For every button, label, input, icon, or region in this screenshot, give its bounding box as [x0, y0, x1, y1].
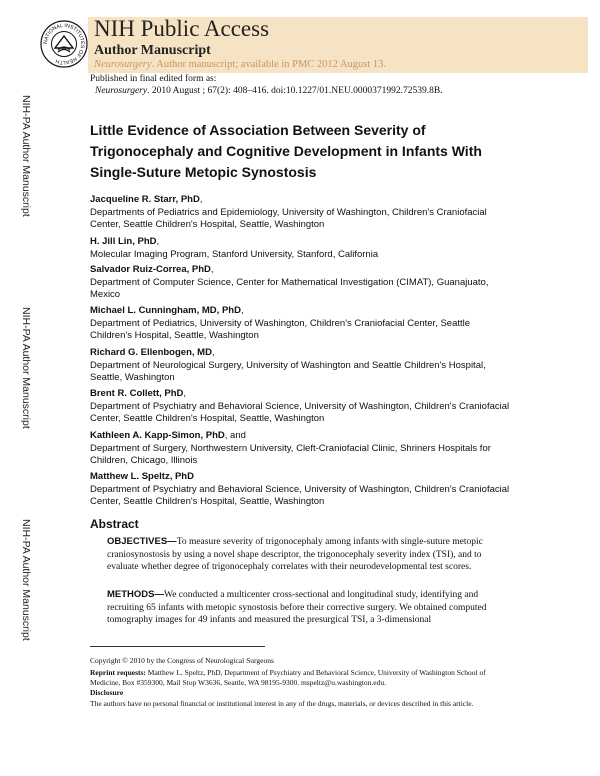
author-block: H. Jill Lin, PhD, Molecular Imaging Program, Stanford University, Stanford, California: [90, 236, 379, 260]
author-affiliation: Department of Surgery, Northwestern University, Cleft-Craniofacial Clinic, Shriners Hospitals for Children, Chicago, Illinois: [90, 442, 491, 466]
objectives-text: To measure severity of trigonocephaly among infants with single-suture metopic craniosynostosis by using a novel shape descriptor, the trigonocephaly severity index (TSI), and to evaluate whether degree of trigonocephaly correlates with their neurodevelopmental test scores.: [107, 537, 483, 573]
logo-ring-text: NATIONAL INSTITUTES OF HEALTH: [42, 22, 86, 66]
disclosure-text: The authors have no personal financial or institutional interest in any of the drugs, materials, or devices described in this article.: [90, 699, 474, 708]
author-block: Kathleen A. Kapp-Simon, PhD, and Department of Surgery, Northwestern University, Cleft-Craniofacial Clinic, Shriners Hospitals for Children, Chicago, Illinois: [90, 430, 491, 466]
methods-label: METHODS—: [107, 589, 164, 600]
copyright-line: Copyright © 2010 by the Congress of Neurological Surgeons: [90, 656, 274, 665]
nih-banner: [88, 17, 588, 73]
banner-journal: Neurosurgery: [94, 59, 152, 70]
banner-title: NIH Public Access: [94, 16, 270, 41]
author-name: Salvador Ruiz-Correa, PhD: [90, 264, 211, 275]
citation-line: [95, 86, 443, 96]
banner-subtitle: Author Manuscript: [94, 43, 211, 58]
banner-availability-text: . Author manuscript; available in PMC 2012 August 13.: [151, 59, 387, 70]
side-label-3: NIH-PA Author Manuscript: [20, 519, 32, 641]
author-name: Jacqueline R. Starr, PhD: [90, 194, 200, 205]
author-affiliation: Department of Psychiatry and Behavioral Science, University of Washington, Children's Craniofacial Center, Seattle Children's Hospital, Seattle, Washington: [90, 400, 510, 424]
author-block: Jacqueline R. Starr, PhD, Departments of Pediatrics and Epidemiology, University of Washington, Children's Craniofacial Center, Seattle Children's Hospital, Seattle, Washington: [90, 194, 487, 230]
author-affiliation: Department of Psychiatry and Behavioral Science, University of Washington, Children's Craniofacial Center, Seattle Children's Hospital, Seattle, Washington: [90, 483, 510, 507]
author-block: [90, 471, 510, 509]
reprint-text: Matthew L. Speltz, PhD, Department of Psychiatry and Behavioral Science, University of Washington School of Medicine, Box #359300, Mail Stop W3636, Seattle, WA 98195-9300. mspeltz@u.washington.edu.: [90, 668, 486, 687]
methods-text: We conducted a multicenter cross-sectional and longitudinal study, identifying and recruiting 65 infants with metopic synostosis before their corrective surgery. We obtained computed tomography images for 49 infants and measured the presurgical TSI, a 3-dimensional: [107, 590, 487, 626]
author-block: Salvador Ruiz-Correa, PhD, Department of Computer Science, Center for Mathematical Investigation (CIMAT), Guanajuato, Mexico: [90, 264, 489, 300]
disclosure-heading: Disclosure: [90, 688, 124, 697]
banner-availability: [94, 59, 386, 70]
footnote-rule: [90, 646, 265, 647]
svg-text:NATIONAL INSTITUTES OF HEALTH: [43, 23, 85, 65]
author-block: Michael L. Cunningham, MD, PhD, Department of Pediatrics, University of Washington, Children's Craniofacial Center, Seattle Children's Hospital, Seattle, Washington: [90, 305, 471, 341]
citation-journal: Neurosurgery: [95, 86, 148, 96]
article-title: Little Evidence of Association Between Severity of Trigonocephaly and Cognitive Development in Infants With Single-Suture Metopic Synostosis: [90, 122, 482, 180]
author-affiliation: Molecular Imaging Program, Stanford University, Stanford, California: [90, 248, 379, 260]
reprint-label: Reprint requests:: [90, 668, 146, 677]
author-name: Brent R. Collett, PhD: [90, 388, 184, 399]
abstract-methods: [107, 589, 499, 627]
author-affiliation: Department of Pediatrics, University of Washington, Children's Craniofacial Center, Seattle Children's Hospital, Seattle, Washington: [90, 317, 471, 341]
citation-text: . 2010 August ; 67(2): 408–416. doi:10.1227/01.NEU.0000371992.72539.8B.: [147, 86, 443, 96]
published-label: Published in final edited form as:: [90, 74, 217, 84]
author-name: H. Jill Lin, PhD: [90, 236, 157, 247]
author-affiliation: Department of Neurological Surgery, University of Washington and Seattle Children's Hospital, Seattle, Washington: [90, 359, 486, 383]
nih-seal-logo: [40, 20, 88, 68]
author-affiliation: Departments of Pediatrics and Epidemiology, University of Washington, Children's Craniofacial Center, Seattle Children's Hospital, Seattle, Washington: [90, 206, 487, 230]
author-block: Brent R. Collett, PhD, Department of Psychiatry and Behavioral Science, University of Washington, Children's Craniofacial Center, Seattle Children's Hospital, Seattle, Washington: [90, 388, 510, 424]
abstract-heading: Abstract: [90, 517, 139, 531]
author-name: Kathleen A. Kapp-Simon, PhD: [90, 430, 225, 441]
author-name: Matthew L. Speltz, PhD: [90, 471, 194, 482]
author-block: Richard G. Ellenbogen, MD, Department of Neurological Surgery, University of Washington and Seattle Children's Hospital, Seattle, Washington: [90, 347, 486, 383]
objectives-label: OBJECTIVES—: [107, 536, 177, 547]
author-name: Richard G. Ellenbogen, MD: [90, 347, 212, 358]
side-label-1: NIH-PA Author Manuscript: [20, 95, 32, 217]
author-affiliation: Department of Computer Science, Center for Mathematical Investigation (CIMAT), Guanajuato, Mexico: [90, 276, 489, 300]
author-name: Michael L. Cunningham, MD, PhD: [90, 305, 241, 316]
reprint-requests: [90, 668, 495, 687]
side-label-2: NIH-PA Author Manuscript: [20, 307, 32, 429]
abstract-objectives: [107, 536, 499, 574]
